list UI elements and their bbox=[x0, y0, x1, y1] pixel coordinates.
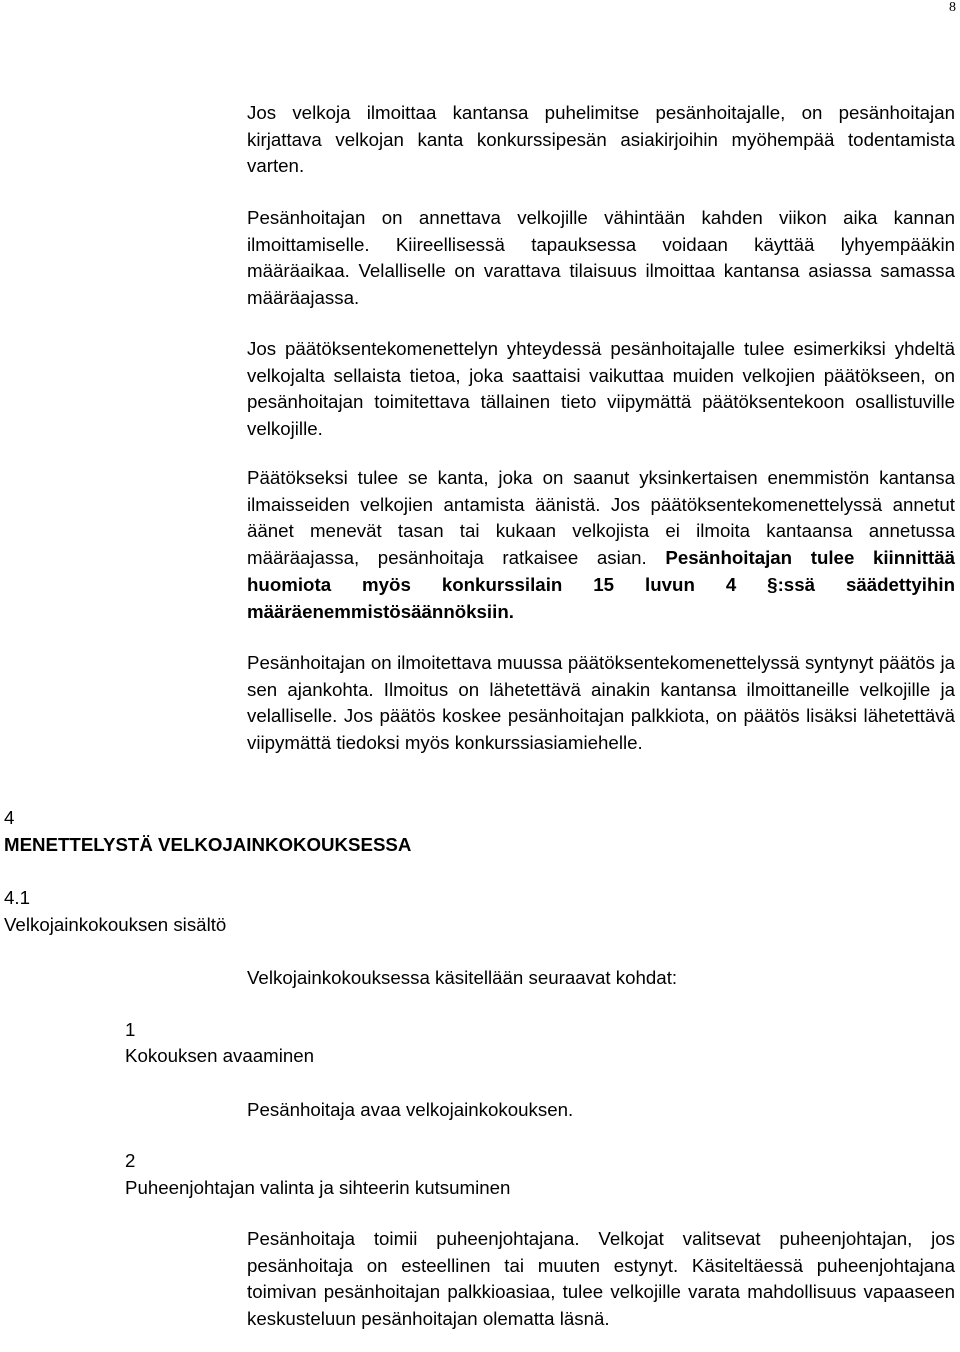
agenda-item-text: Pesänhoitaja avaa velkojainkokouksen. bbox=[247, 1099, 574, 1120]
agenda-item-title: Kokouksen avaaminen bbox=[125, 1045, 315, 1066]
paragraph-majority-text: Päätökseksi tulee se kanta, joka on saanut yksinkertaisen enemmistön kantansa ilmaisseiden velkojien antamista äänistä. Jos päätöksentekomenettelyssä annetut äänet menevät tasan tai kukaan velkojista ei ilmoita kantaansa annetussa määräajassa, pesänhoitaja ratkaisee asian. bbox=[247, 467, 955, 569]
agenda-item-title: Puheenjohtajan valinta ja sihteerin kutsuminen bbox=[125, 1177, 511, 1198]
paragraph-phone-notice: Jos velkoja ilmoittaa kantansa puhelimitse pesänhoitajalle, on pesänhoitajan kirjattava velkojan kanta konkurssipesän asiakirjoihin myöhempää todentamista varten. bbox=[247, 102, 955, 177]
agenda-item-number: 1 bbox=[125, 1019, 136, 1040]
section-number: 4 bbox=[4, 807, 15, 828]
page-number: 8 bbox=[949, 0, 956, 15]
paragraph-majority-bold-note: Pesänhoitajan tulee kiinnittää huomiota myös konkurssilain 15 luvun 4 §:ssä säädettyihin määräenemmistösäännöksiin. bbox=[247, 547, 955, 622]
section-title: MENETTELYSTÄ VELKOJAINKOKOUKSESSA bbox=[4, 834, 412, 855]
paragraph-decision-notification: Pesänhoitajan on ilmoitettava muussa päätöksentekomenettelyssä syntynyt päätös ja sen ajankohta. Ilmoitus on lähetettävä ainakin kantansa ilmoittaneille velkojille ja velalliselle. Jos päätös koskee pesänhoitajan palkkiota, on päätös lisäksi lähetettävä viipymättä tiedoksi myös konkurssiasiamiehelle. bbox=[247, 652, 955, 754]
paragraph-majority-decision bbox=[247, 465, 955, 625]
paragraph-notice-period: Pesänhoitajan on annettava velkojille vähintään kahden viikon aika kannan ilmoittamiselle. Kiireellisessä tapauksessa voidaan käyttää lyhyempääkin määräaikaa. Velalliselle on varattava tilaisuus ilmoittaa kantansa asiassa samassa määräajassa. bbox=[247, 207, 955, 309]
agenda-intro: Velkojainkokouksessa käsitellään seuraavat kohdat: bbox=[247, 967, 678, 988]
subsection-number: 4.1 bbox=[4, 887, 30, 908]
agenda-item-number: 2 bbox=[125, 1150, 136, 1171]
agenda-item-text: Pesänhoitaja toimii puheenjohtajana. Velkojat valitsevat puheenjohtajan, jos pesänhoitaja on esteellinen tai muuten estynyt. Käsiteltäessä puheenjohtajana toimivan pesänhoitajan palkkioasiaa, tulee velkojille varata mahdollisuus vapaaseen keskusteluun pesänhoitajan olematta läsnä. bbox=[247, 1228, 955, 1330]
paragraph-information-sharing: Jos päätöksentekomenettelyn yhteydessä pesänhoitajalle tulee esimerkiksi yhdeltä velkojalta sellaista tietoa, joka saattaisi vaikuttaa muiden velkojien päätökseen, on pesänhoitajan toimitettava tällainen tieto viipymättä päätöksentekoon osallistuville velkojille. bbox=[247, 338, 955, 440]
subsection-title: Velkojainkokouksen sisältö bbox=[4, 914, 227, 935]
